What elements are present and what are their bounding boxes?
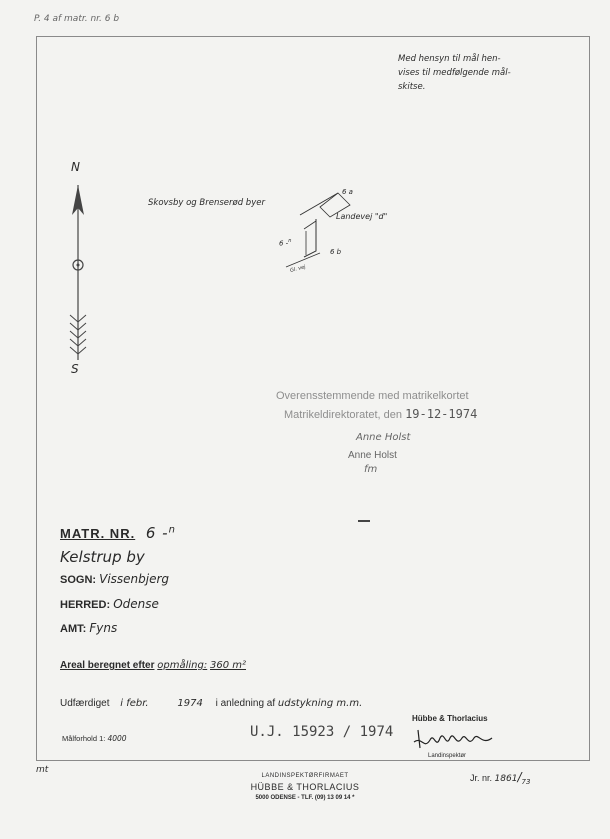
parcel-sketch	[280, 185, 360, 275]
firm-signature-label: Hübbe & Thorlacius	[412, 714, 488, 723]
sketch-villages-label: Skovsby og Brenserød byer	[148, 198, 265, 208]
footer-firm-name: HÜBBE & THORLACIUS	[250, 782, 360, 792]
note-line-2: vises til medfølgende mål-	[398, 68, 511, 78]
note-line-1: Med hensyn til mål hen-	[398, 54, 501, 64]
footer-address: 5000 ODENSE - TLF. (09) 13 09 14 *	[255, 795, 355, 801]
note	[398, 52, 511, 94]
footer-firm-title: LANDINSPEKTØRFIRMAET	[261, 773, 349, 779]
journal-number: Jr. nr. $1861/_{73}$	[470, 770, 531, 786]
parcel-6n-label: 6 -$^n$	[279, 238, 292, 248]
stamp-name: Anne Holst	[348, 450, 397, 461]
landinspektor-signature	[412, 726, 502, 754]
matr-nr: MATR. NR. 6 -$^n$	[60, 524, 176, 542]
road-label: Landevej "d"	[336, 212, 388, 221]
sogn-row: SOGN: Vissenbjerg	[60, 572, 170, 586]
north-arrow-icon	[60, 180, 96, 365]
uj-number: U.J. 15923 / 1974	[250, 724, 394, 740]
stamp-signature: Anne Holst	[356, 432, 411, 443]
stamp-line-1: Overensstemmende med matrikelkortet	[276, 390, 469, 402]
herred-row: HERRED: Odense	[60, 597, 159, 611]
stamp-line-2: Matrikeldirektoratet, den 19-12-1974	[284, 407, 478, 421]
prepared-row: Udfærdiget i febr. 1974 i anledning af udstykning m.m.	[60, 698, 363, 709]
parcel-6b-label: 6 b	[330, 248, 342, 256]
note-line-3: skitse.	[398, 82, 426, 92]
gl-road-label: Gl. vej	[289, 264, 307, 274]
village-name: Kelstrup by	[60, 548, 145, 566]
stamp-initials: fm	[364, 464, 378, 475]
landinspektor-title: Landinspektør	[428, 753, 467, 759]
footer-initials: mt	[36, 765, 49, 775]
dash-mark	[358, 520, 370, 522]
parcel-6a-label: 6 a	[342, 188, 353, 196]
header-reference: P. 4 af matr. nr. 6 b	[34, 14, 120, 24]
north-label: N	[71, 160, 80, 174]
scale-row: Målforhold 1: 4000	[62, 734, 127, 743]
area-row: Areal beregnet efter opmåling: 360 m²	[60, 660, 247, 671]
amt-row: AMT: Fyns	[60, 621, 118, 635]
south-label: S	[71, 362, 79, 376]
